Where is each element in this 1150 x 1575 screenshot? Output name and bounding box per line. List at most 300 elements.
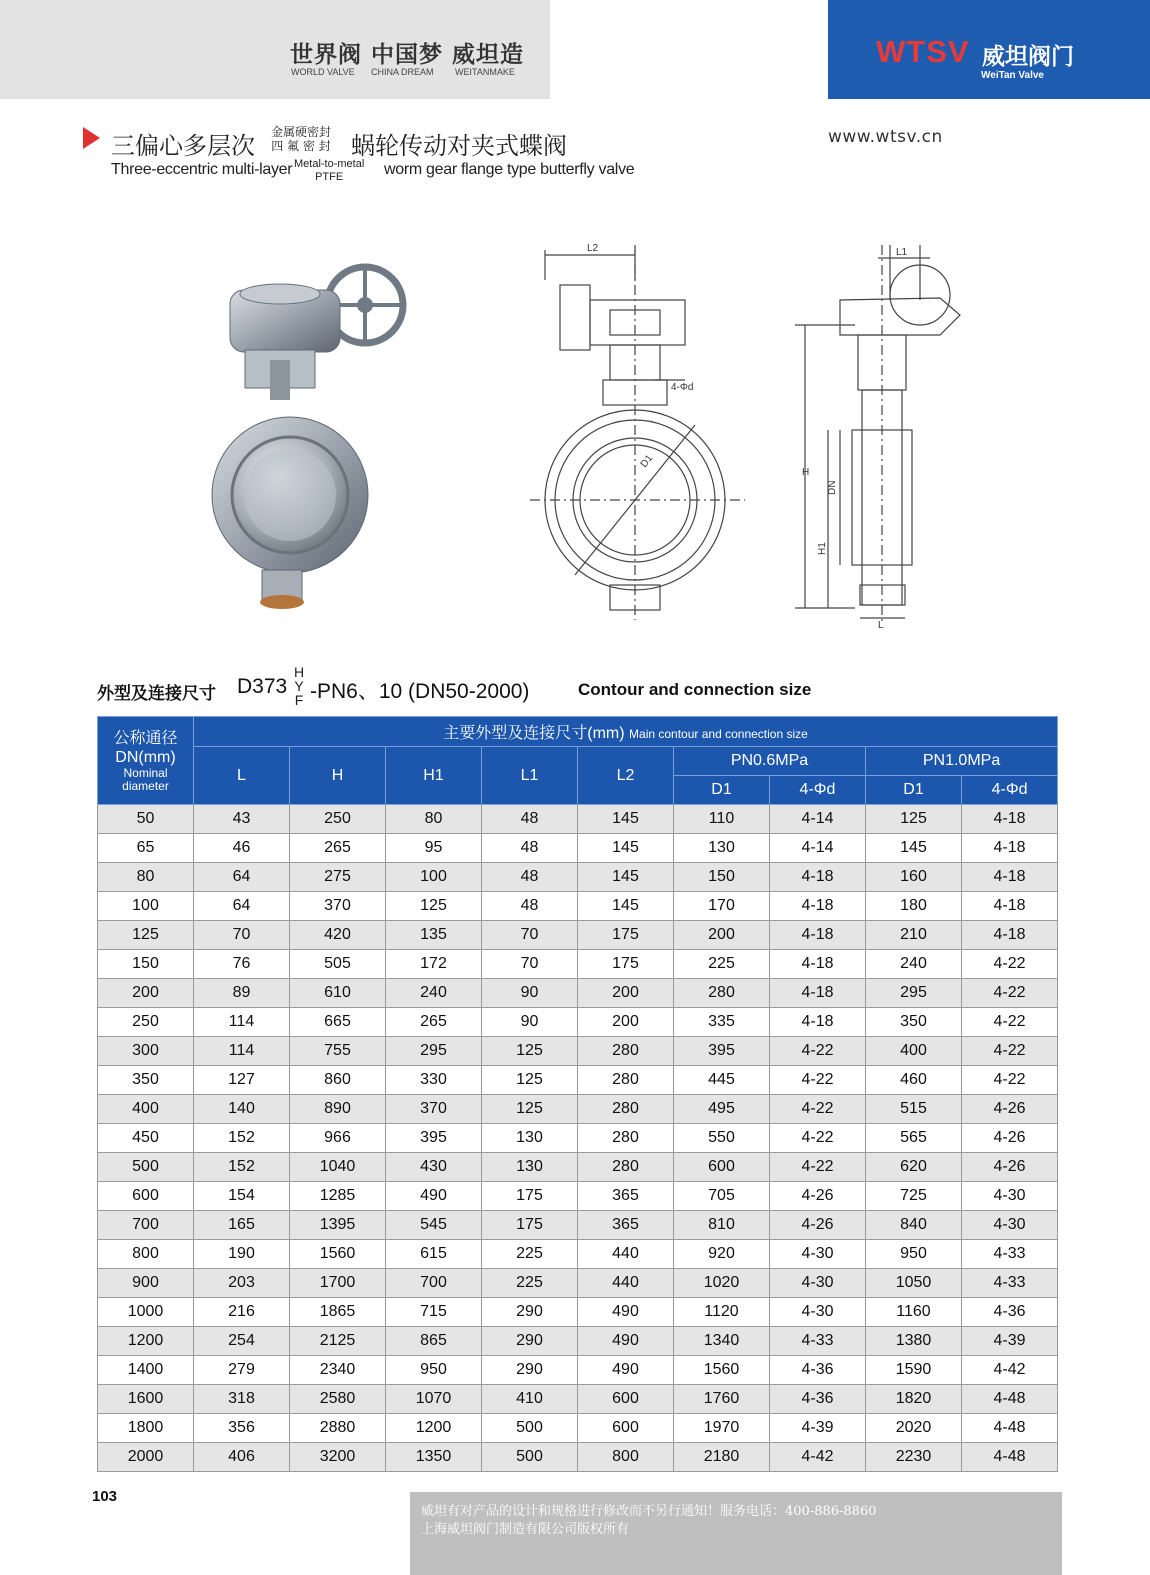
cell-L1: 90	[482, 1008, 578, 1037]
cell-L2: 600	[578, 1385, 674, 1414]
cell-dn: 900	[98, 1269, 194, 1298]
cell-pn06-d1: 810	[674, 1211, 770, 1240]
cell-pn10-d1: 295	[866, 979, 962, 1008]
cell-pn06-bolts: 4-18	[770, 1008, 866, 1037]
drawing-label-H1: H1	[817, 542, 828, 555]
cell-L1: 290	[482, 1356, 578, 1385]
cell-pn10-d1: 1050	[866, 1269, 962, 1298]
cell-pn10-bolts: 4-22	[962, 950, 1058, 979]
table-row	[98, 834, 1058, 863]
header-main-cn: 主要外型及连接尺寸(mm)	[443, 725, 625, 742]
cell-pn10-bolts: 4-22	[962, 1037, 1058, 1066]
cell-H: 2880	[290, 1414, 386, 1443]
table-row	[98, 1008, 1058, 1037]
cell-pn10-bolts: 4-48	[962, 1414, 1058, 1443]
cell-pn06-d1: 2180	[674, 1443, 770, 1472]
cell-dn: 50	[98, 805, 194, 834]
cell-H: 966	[290, 1124, 386, 1153]
col-header-pn06: PN0.6MPa	[674, 747, 866, 776]
cell-L1: 175	[482, 1182, 578, 1211]
cell-L2: 280	[578, 1124, 674, 1153]
header-nominal-diameter	[98, 717, 194, 805]
cell-dn: 1600	[98, 1385, 194, 1414]
cell-H1: 700	[386, 1269, 482, 1298]
cell-pn10-d1: 240	[866, 950, 962, 979]
table-row	[98, 1327, 1058, 1356]
cell-L1: 70	[482, 921, 578, 950]
section-heading-cn: 外型及连接尺寸	[97, 684, 216, 704]
cell-pn06-d1: 150	[674, 863, 770, 892]
cell-H1: 95	[386, 834, 482, 863]
cell-L2: 440	[578, 1269, 674, 1298]
page-number: 103	[92, 1488, 118, 1505]
cell-pn06-d1: 1120	[674, 1298, 770, 1327]
drawing-label-D1: D1	[638, 452, 656, 470]
cell-pn10-bolts: 4-22	[962, 1008, 1058, 1037]
cell-L2: 490	[578, 1298, 674, 1327]
cell-pn06-d1: 600	[674, 1153, 770, 1182]
cell-L: 114	[194, 1037, 290, 1066]
table-row	[98, 1298, 1058, 1327]
cell-L1: 500	[482, 1414, 578, 1443]
cell-H: 2340	[290, 1356, 386, 1385]
title-marker-triangle-icon	[83, 127, 100, 149]
cell-pn06-d1: 1970	[674, 1414, 770, 1443]
cell-L: 76	[194, 950, 290, 979]
cell-pn06-d1: 335	[674, 1008, 770, 1037]
cell-L: 216	[194, 1298, 290, 1327]
cell-L: 64	[194, 892, 290, 921]
cell-L: 279	[194, 1356, 290, 1385]
col-header-pn10: PN1.0MPa	[866, 747, 1058, 776]
dimension-table-body	[98, 805, 1058, 1472]
cell-L: 190	[194, 1240, 290, 1269]
table-row	[98, 1182, 1058, 1211]
cell-pn10-d1: 400	[866, 1037, 962, 1066]
table-row	[98, 1385, 1058, 1414]
cell-H: 370	[290, 892, 386, 921]
title-en-seal-stack	[294, 158, 364, 184]
cell-H: 1700	[290, 1269, 386, 1298]
cell-L1: 48	[482, 805, 578, 834]
title-en-seal-metal: Metal-to-metal	[294, 158, 365, 170]
section-model-stack	[294, 665, 304, 707]
cell-L2: 145	[578, 805, 674, 834]
table-row	[98, 1037, 1058, 1066]
cell-dn: 125	[98, 921, 194, 950]
table-row	[98, 1356, 1058, 1385]
cell-L2: 600	[578, 1414, 674, 1443]
cell-H1: 370	[386, 1095, 482, 1124]
cell-pn06-bolts: 4-36	[770, 1385, 866, 1414]
cell-H: 665	[290, 1008, 386, 1037]
cell-L2: 440	[578, 1240, 674, 1269]
header-main-en: Main contour and connection size	[629, 727, 808, 741]
col-header-L: L	[194, 747, 290, 805]
cell-L2: 145	[578, 892, 674, 921]
cell-L2: 280	[578, 1037, 674, 1066]
cell-H: 1395	[290, 1211, 386, 1240]
cell-L2: 365	[578, 1211, 674, 1240]
cell-L: 318	[194, 1385, 290, 1414]
brand-logo: WTSV	[876, 34, 970, 69]
cell-pn10-bolts: 4-48	[962, 1443, 1058, 1472]
cell-pn10-bolts: 4-39	[962, 1327, 1058, 1356]
cell-L2: 280	[578, 1095, 674, 1124]
cell-H: 1040	[290, 1153, 386, 1182]
col-header-pn10-bolts: 4-Φd	[962, 776, 1058, 805]
cell-pn10-bolts: 4-18	[962, 805, 1058, 834]
cell-pn10-bolts: 4-30	[962, 1182, 1058, 1211]
cell-dn: 450	[98, 1124, 194, 1153]
cell-H1: 615	[386, 1240, 482, 1269]
table-row	[98, 892, 1058, 921]
cell-pn06-bolts: 4-22	[770, 1095, 866, 1124]
footer-copyright: 上海威坦阀门制造有限公司版权所有	[421, 1522, 630, 1537]
cell-dn: 65	[98, 834, 194, 863]
cell-dn: 80	[98, 863, 194, 892]
cell-L1: 130	[482, 1153, 578, 1182]
dimension-table	[97, 716, 1058, 1472]
section-model-stack-h: H	[294, 664, 305, 680]
cell-H1: 330	[386, 1066, 482, 1095]
header-dn-en: Nominal	[123, 765, 168, 780]
cell-pn10-bolts: 4-48	[962, 1385, 1058, 1414]
cell-pn10-bolts: 4-18	[962, 921, 1058, 950]
cell-pn10-bolts: 4-18	[962, 834, 1058, 863]
drawing-label-L1: L1	[896, 247, 908, 258]
cell-L2: 145	[578, 863, 674, 892]
cell-H1: 125	[386, 892, 482, 921]
col-header-L2: L2	[578, 747, 674, 805]
cell-pn06-d1: 920	[674, 1240, 770, 1269]
cell-H1: 265	[386, 1008, 482, 1037]
cell-pn10-d1: 1380	[866, 1327, 962, 1356]
cell-H1: 950	[386, 1356, 482, 1385]
cell-pn10-bolts: 4-18	[962, 892, 1058, 921]
col-header-pn06-bolts: 4-Φd	[770, 776, 866, 805]
cell-L: 356	[194, 1414, 290, 1443]
cell-pn06-bolts: 4-14	[770, 834, 866, 863]
cell-dn: 200	[98, 979, 194, 1008]
cell-H1: 240	[386, 979, 482, 1008]
cell-H1: 395	[386, 1124, 482, 1153]
table-row	[98, 1414, 1058, 1443]
cell-L1: 130	[482, 1124, 578, 1153]
cell-dn: 400	[98, 1095, 194, 1124]
drawing-label-DN: DN	[827, 480, 838, 495]
cell-L: 406	[194, 1443, 290, 1472]
cell-H: 890	[290, 1095, 386, 1124]
cell-pn06-d1: 130	[674, 834, 770, 863]
cell-pn06-bolts: 4-18	[770, 892, 866, 921]
cell-H1: 1350	[386, 1443, 482, 1472]
cell-pn10-d1: 210	[866, 921, 962, 950]
cell-pn10-d1: 2230	[866, 1443, 962, 1472]
cell-H1: 295	[386, 1037, 482, 1066]
cell-pn06-d1: 170	[674, 892, 770, 921]
slogan-en-world-valve: WORLD VALVE	[291, 67, 355, 77]
cell-pn06-bolts: 4-36	[770, 1356, 866, 1385]
cell-H: 1285	[290, 1182, 386, 1211]
drawing-label-L: L	[878, 620, 884, 630]
cell-dn: 100	[98, 892, 194, 921]
website-url: www.wtsv.cn	[828, 127, 943, 147]
cell-pn10-d1: 515	[866, 1095, 962, 1124]
cell-pn10-d1: 160	[866, 863, 962, 892]
table-row	[98, 1066, 1058, 1095]
section-model-stack-y: Y	[294, 678, 304, 694]
cell-L: 64	[194, 863, 290, 892]
cell-H: 3200	[290, 1443, 386, 1472]
front-view-drawing	[515, 240, 750, 620]
col-header-L1: L1	[482, 747, 578, 805]
cell-dn: 350	[98, 1066, 194, 1095]
title-en-part2: worm gear flange type butterfly valve	[384, 161, 635, 178]
cell-pn06-bolts: 4-22	[770, 1037, 866, 1066]
cell-H1: 100	[386, 863, 482, 892]
cell-dn: 500	[98, 1153, 194, 1182]
cell-pn10-bolts: 4-33	[962, 1240, 1058, 1269]
cell-pn06-bolts: 4-33	[770, 1327, 866, 1356]
cell-L1: 70	[482, 950, 578, 979]
cell-H: 505	[290, 950, 386, 979]
cell-pn06-bolts: 4-14	[770, 805, 866, 834]
header-dn-en2: diameter	[122, 778, 169, 793]
cell-dn: 700	[98, 1211, 194, 1240]
cell-H1: 865	[386, 1327, 482, 1356]
cell-H: 275	[290, 863, 386, 892]
cell-L: 70	[194, 921, 290, 950]
drawing-label-H: H	[802, 467, 810, 478]
slogan-en-china-dream: CHINA DREAM	[371, 67, 434, 77]
cell-L1: 125	[482, 1066, 578, 1095]
cell-pn06-bolts: 4-39	[770, 1414, 866, 1443]
cell-H: 755	[290, 1037, 386, 1066]
cell-pn10-bolts: 4-22	[962, 979, 1058, 1008]
valve-product-photo	[200, 250, 410, 610]
cell-L1: 175	[482, 1211, 578, 1240]
cell-pn10-d1: 180	[866, 892, 962, 921]
cell-dn: 1000	[98, 1298, 194, 1327]
cell-pn10-bolts: 4-18	[962, 863, 1058, 892]
table-row	[98, 805, 1058, 834]
cell-pn10-bolts: 4-30	[962, 1211, 1058, 1240]
section-model: D373	[237, 675, 288, 698]
table-row	[98, 950, 1058, 979]
cell-pn06-bolts: 4-18	[770, 863, 866, 892]
cell-pn06-bolts: 4-30	[770, 1298, 866, 1327]
cell-H1: 135	[386, 921, 482, 950]
cell-L: 165	[194, 1211, 290, 1240]
header-dn-cn: 公称通径	[113, 729, 178, 747]
table-row	[98, 1153, 1058, 1182]
section-heading-en: Contour and connection size	[578, 680, 812, 699]
cell-pn10-bolts: 4-26	[962, 1124, 1058, 1153]
cell-L2: 145	[578, 834, 674, 863]
title-en-part1: Three-eccentric multi-layer	[111, 161, 293, 178]
cell-pn06-d1: 495	[674, 1095, 770, 1124]
cell-H1: 430	[386, 1153, 482, 1182]
cell-L1: 48	[482, 892, 578, 921]
cell-pn10-d1: 840	[866, 1211, 962, 1240]
cell-H1: 545	[386, 1211, 482, 1240]
cell-pn10-d1: 950	[866, 1240, 962, 1269]
cell-pn06-bolts: 4-26	[770, 1182, 866, 1211]
cell-pn06-bolts: 4-42	[770, 1443, 866, 1472]
cell-dn: 250	[98, 1008, 194, 1037]
cell-H1: 172	[386, 950, 482, 979]
cell-L1: 48	[482, 834, 578, 863]
cell-pn10-bolts: 4-22	[962, 1066, 1058, 1095]
cell-pn10-d1: 1590	[866, 1356, 962, 1385]
cell-H1: 715	[386, 1298, 482, 1327]
cell-pn06-d1: 225	[674, 950, 770, 979]
cell-L1: 500	[482, 1443, 578, 1472]
title-cn-seal-stack	[271, 125, 331, 153]
footer-notice: 威坦有对产品的设计和规格进行修改而不另行通知！服务电话：400-886-8860	[421, 1504, 877, 1519]
cell-L1: 225	[482, 1240, 578, 1269]
table-row	[98, 863, 1058, 892]
cell-pn10-d1: 145	[866, 834, 962, 863]
cell-L: 114	[194, 1008, 290, 1037]
title-cn-seal-ptfe: 四 氟 密 封	[271, 139, 331, 153]
cell-L: 152	[194, 1153, 290, 1182]
cell-L2: 490	[578, 1356, 674, 1385]
cell-H: 860	[290, 1066, 386, 1095]
drawing-label-L2: L2	[587, 243, 599, 254]
cell-pn06-d1: 110	[674, 805, 770, 834]
cell-H: 265	[290, 834, 386, 863]
cell-L2: 280	[578, 1153, 674, 1182]
cell-H: 1560	[290, 1240, 386, 1269]
cell-L1: 290	[482, 1298, 578, 1327]
cell-L1: 125	[482, 1095, 578, 1124]
cell-pn10-d1: 460	[866, 1066, 962, 1095]
cell-dn: 600	[98, 1182, 194, 1211]
cell-pn06-d1: 280	[674, 979, 770, 1008]
cell-L2: 175	[578, 921, 674, 950]
cell-pn06-d1: 1020	[674, 1269, 770, 1298]
table-row	[98, 1443, 1058, 1472]
cell-pn06-bolts: 4-30	[770, 1269, 866, 1298]
cell-H: 420	[290, 921, 386, 950]
table-row	[98, 1211, 1058, 1240]
cell-pn10-d1: 125	[866, 805, 962, 834]
cell-dn: 2000	[98, 1443, 194, 1472]
cell-pn06-bolts: 4-18	[770, 921, 866, 950]
header-main-dimensions	[194, 717, 1058, 747]
cell-L: 154	[194, 1182, 290, 1211]
col-header-H1: H1	[386, 747, 482, 805]
cell-L: 152	[194, 1124, 290, 1153]
col-header-H: H	[290, 747, 386, 805]
slogan-cn: 世界阀 中国梦 威坦造	[290, 42, 525, 68]
table-row	[98, 921, 1058, 950]
cell-pn06-bolts: 4-18	[770, 979, 866, 1008]
title-en-seal-ptfe: PTFE	[315, 171, 344, 183]
cell-L2: 175	[578, 950, 674, 979]
header-dn-unit: DN(mm)	[115, 748, 176, 766]
col-header-pn10-d1: D1	[866, 776, 962, 805]
slogan-en-weitanmake: WEITANMAKE	[455, 67, 515, 77]
cell-pn10-d1: 725	[866, 1182, 962, 1211]
cell-L: 203	[194, 1269, 290, 1298]
cell-H: 250	[290, 805, 386, 834]
cell-pn06-bolts: 4-18	[770, 950, 866, 979]
cell-pn06-d1: 1760	[674, 1385, 770, 1414]
cell-dn: 150	[98, 950, 194, 979]
cell-L2: 280	[578, 1066, 674, 1095]
cell-L: 254	[194, 1327, 290, 1356]
cell-L: 89	[194, 979, 290, 1008]
cell-L2: 200	[578, 979, 674, 1008]
brand-name-en: WeiTan Valve	[981, 70, 1044, 81]
cell-pn06-d1: 1560	[674, 1356, 770, 1385]
cell-H: 610	[290, 979, 386, 1008]
cell-L1: 410	[482, 1385, 578, 1414]
col-header-pn06-d1: D1	[674, 776, 770, 805]
cell-L: 127	[194, 1066, 290, 1095]
cell-pn10-d1: 620	[866, 1153, 962, 1182]
cell-L1: 290	[482, 1327, 578, 1356]
section-model-rest: -PN6、10 (DN50-2000)	[310, 680, 530, 703]
cell-pn06-bolts: 4-26	[770, 1211, 866, 1240]
cell-H: 2580	[290, 1385, 386, 1414]
cell-L: 140	[194, 1095, 290, 1124]
cell-dn: 1400	[98, 1356, 194, 1385]
cell-pn10-d1: 565	[866, 1124, 962, 1153]
cell-pn10-bolts: 4-26	[962, 1095, 1058, 1124]
table-row	[98, 1240, 1058, 1269]
drawing-label-4phid: 4-Φd	[671, 382, 694, 393]
cell-pn10-bolts: 4-36	[962, 1298, 1058, 1327]
cell-H1: 490	[386, 1182, 482, 1211]
cell-L1: 125	[482, 1037, 578, 1066]
title-cn-part1: 三偏心多层次	[111, 132, 255, 160]
cell-pn10-bolts: 4-42	[962, 1356, 1058, 1385]
cell-pn10-d1: 1160	[866, 1298, 962, 1327]
cell-pn10-bolts: 4-26	[962, 1153, 1058, 1182]
title-cn-seal-metal: 金属硬密封	[271, 125, 332, 139]
cell-H1: 1200	[386, 1414, 482, 1443]
cell-dn: 1200	[98, 1327, 194, 1356]
cell-L1: 225	[482, 1269, 578, 1298]
cell-pn10-d1: 350	[866, 1008, 962, 1037]
cell-dn: 800	[98, 1240, 194, 1269]
cell-pn10-d1: 1820	[866, 1385, 962, 1414]
table-row	[98, 979, 1058, 1008]
cell-pn06-d1: 705	[674, 1182, 770, 1211]
table-row	[98, 1095, 1058, 1124]
table-row	[98, 1269, 1058, 1298]
brand-name-cn: 威坦阀门	[982, 44, 1074, 70]
cell-L2: 200	[578, 1008, 674, 1037]
title-cn-part2: 蜗轮传动对夹式蝶阀	[351, 132, 567, 160]
cell-pn06-d1: 445	[674, 1066, 770, 1095]
cell-H: 1865	[290, 1298, 386, 1327]
cell-dn: 300	[98, 1037, 194, 1066]
cell-pn10-bolts: 4-33	[962, 1269, 1058, 1298]
section-model-stack-f: F	[294, 692, 304, 708]
cell-pn10-d1: 2020	[866, 1414, 962, 1443]
cell-H1: 1070	[386, 1385, 482, 1414]
side-view-drawing	[790, 240, 970, 630]
cell-L: 46	[194, 834, 290, 863]
cell-L1: 90	[482, 979, 578, 1008]
table-row	[98, 1124, 1058, 1153]
cell-pn06-d1: 200	[674, 921, 770, 950]
